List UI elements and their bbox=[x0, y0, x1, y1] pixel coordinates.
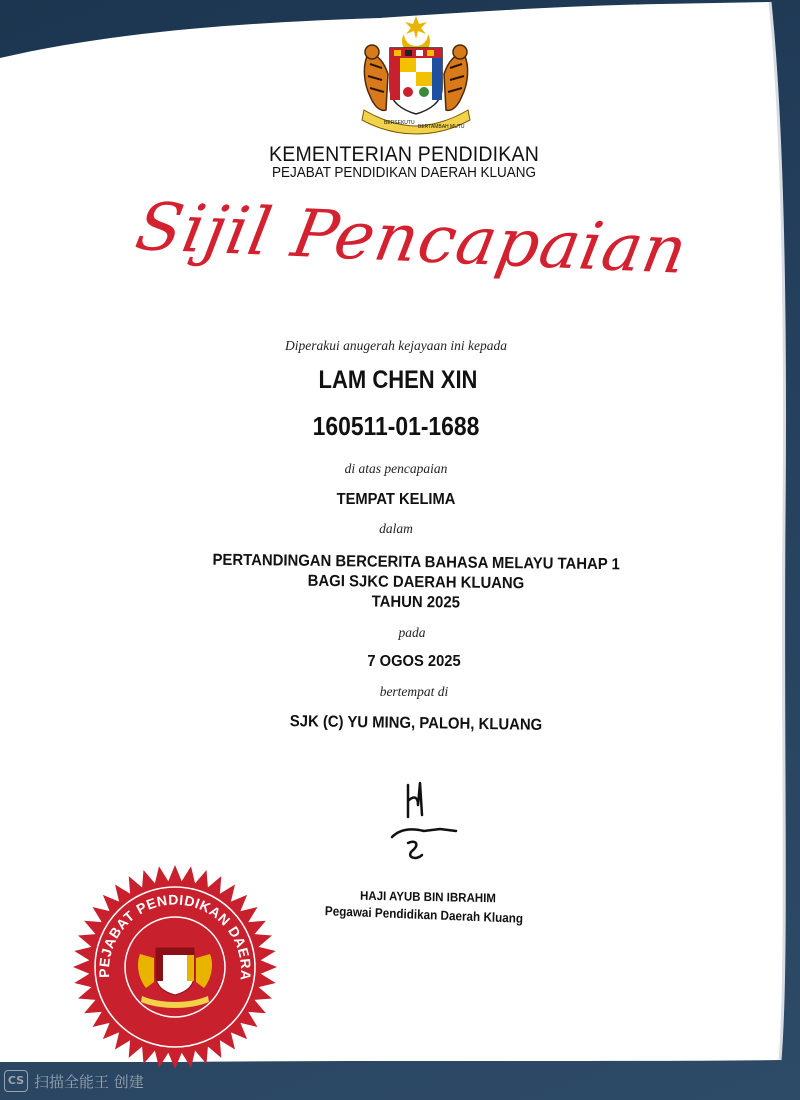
event-venue: SJK (C) YU MING, PALOH, KLUANG bbox=[289, 713, 543, 734]
svg-text:BERTAMBAH MUTU: BERTAMBAH MUTU bbox=[418, 124, 465, 130]
ministry-name: KEMENTERIAN PENDIDIKAN bbox=[269, 143, 539, 166]
official-seal-icon bbox=[70, 862, 280, 1072]
watermark-text: 扫描全能王 创建 bbox=[34, 1072, 144, 1091]
achievement-label: di atas pencapaian bbox=[344, 461, 448, 476]
signatory-position: Pegawai Pendidikan Daerah Kluang bbox=[324, 903, 524, 926]
office-name: PEJABAT PENDIDIKAN DAERAH KLUANG bbox=[271, 165, 537, 181]
svg-text:BERSEKUTU: BERSEKUTU bbox=[384, 120, 415, 126]
camscanner-logo-icon: CS bbox=[4, 1070, 28, 1092]
recipient-name: LAM CHEN XIN bbox=[318, 366, 478, 394]
signatory-name: HAJI AYUB BIN IBRAHIM bbox=[359, 888, 497, 906]
certificate-title: Sijil Pencapaian bbox=[130, 188, 694, 289]
event-line-3: TAHUN 2025 bbox=[371, 593, 460, 612]
coat-of-arms-icon bbox=[354, 14, 478, 136]
event-line-1: PERTANDINGAN BERCERITA BAHASA MELAYU TAHAP 1 bbox=[212, 551, 620, 574]
signature-icon bbox=[378, 775, 468, 870]
venue-label: bertempat di bbox=[379, 684, 449, 699]
svg-text:PEJABAT PENDIDIKAN DAERAH KLUA: PEJABAT PENDIDIKAN DAERA bbox=[95, 891, 255, 982]
event-line-2: BAGI SJKC DAERAH KLUANG bbox=[307, 572, 525, 593]
event-label: dalam bbox=[379, 521, 413, 536]
recipient-id: 160511-01-1688 bbox=[312, 411, 480, 441]
date-label: pada bbox=[398, 625, 426, 640]
achievement-value: TEMPAT KELIMA bbox=[336, 491, 456, 508]
intro-text: Diperakui anugerah kejayaan ini kepada bbox=[285, 338, 507, 353]
scanner-watermark bbox=[4, 1068, 144, 1094]
event-date: 7 OGOS 2025 bbox=[367, 653, 461, 670]
event-name bbox=[44, 549, 789, 617]
